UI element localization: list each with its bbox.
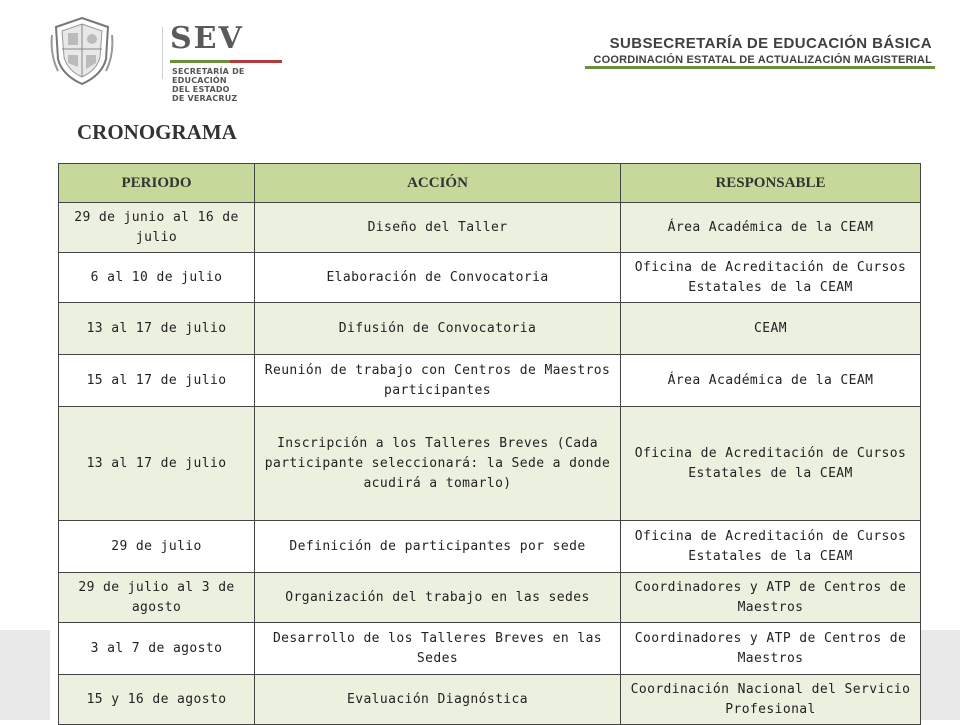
table-row (59, 623, 921, 675)
table-row (59, 303, 921, 355)
page-title: CRONOGRAMA (77, 120, 237, 144)
sev-underline (170, 60, 282, 63)
header-responsable: RESPONSABLE (621, 164, 921, 203)
header (0, 0, 960, 103)
cell-responsable: Oficina de Acreditación de Cursos Estatales de la CEAM (621, 521, 921, 573)
sev-title: SEV (170, 21, 244, 56)
cell-accion: Organización del trabajo en las sedes (255, 573, 621, 623)
cell-responsable: Oficina de Acreditación de Cursos Estatales de la CEAM (621, 253, 921, 303)
subsecretaria-header (593, 35, 932, 66)
cell-periodo: 29 de junio al 16 de julio (59, 203, 255, 253)
table-row (59, 355, 921, 407)
table-row (59, 521, 921, 573)
cell-periodo: 29 de julio al 3 de agosto (59, 573, 255, 623)
cell-periodo: 13 al 17 de julio (59, 303, 255, 355)
sev-logo (50, 15, 245, 103)
sev-subtitle (172, 67, 245, 103)
cell-periodo: 13 al 17 de julio (59, 407, 255, 521)
table-row (59, 203, 921, 253)
cell-periodo: 15 y 16 de agosto (59, 675, 255, 725)
cell-accion: Evaluación Diagnóstica (255, 675, 621, 725)
cell-responsable: CEAM (621, 303, 921, 355)
cell-responsable: Área Académica de la CEAM (621, 355, 921, 407)
cell-responsable: Coordinadores y ATP de Centros de Maestros (621, 573, 921, 623)
header-accion: ACCIÓN (255, 164, 621, 203)
table-header-row (59, 164, 921, 203)
table-row (59, 253, 921, 303)
cell-responsable: Área Académica de la CEAM (621, 203, 921, 253)
sev-subtitle-line1: SECRETARÍA DE EDUCACIÓN (172, 67, 245, 85)
table-row (59, 407, 921, 521)
header-rule (585, 66, 935, 69)
cell-accion: Elaboración de Convocatoria (255, 253, 621, 303)
cell-accion: Inscripción a los Talleres Breves (Cada participante seleccionará: la Sede a donde acudirá a tomarlo) (255, 407, 621, 521)
header-periodo: PERIODO (59, 164, 255, 203)
cell-accion: Reunión de trabajo con Centros de Maestros participantes (255, 355, 621, 407)
table-row (59, 573, 921, 623)
table-row (59, 675, 921, 725)
logo-divider (162, 27, 163, 79)
sev-subtitle-line2: DEL ESTADO DE VERACRUZ (172, 85, 238, 103)
cell-responsable: Coordinación Nacional del Servicio Profesional (621, 675, 921, 725)
cell-periodo: 29 de julio (59, 521, 255, 573)
cell-periodo: 3 al 7 de agosto (59, 623, 255, 675)
cell-accion: Difusión de Convocatoria (255, 303, 621, 355)
cell-accion: Desarrollo de los Talleres Breves en las Sedes (255, 623, 621, 675)
cell-responsable: Coordinadores y ATP de Centros de Maestros (621, 623, 921, 675)
cell-accion: Definición de participantes por sede (255, 521, 621, 573)
cell-periodo: 6 al 10 de julio (59, 253, 255, 303)
cell-accion: Diseño del Taller (255, 203, 621, 253)
subsecretaria-title: SUBSECRETARÍA DE EDUCACIÓN BÁSICA (609, 35, 932, 52)
cell-responsable: Oficina de Acreditación de Cursos Estatales de la CEAM (621, 407, 921, 521)
veracruz-crest-icon (50, 15, 114, 87)
cronograma-table (58, 163, 921, 725)
cell-periodo: 15 al 17 de julio (59, 355, 255, 407)
coordinacion-title: COORDINACIÓN ESTATAL DE ACTUALIZACIÓN MAGISTERIAL (593, 54, 932, 66)
